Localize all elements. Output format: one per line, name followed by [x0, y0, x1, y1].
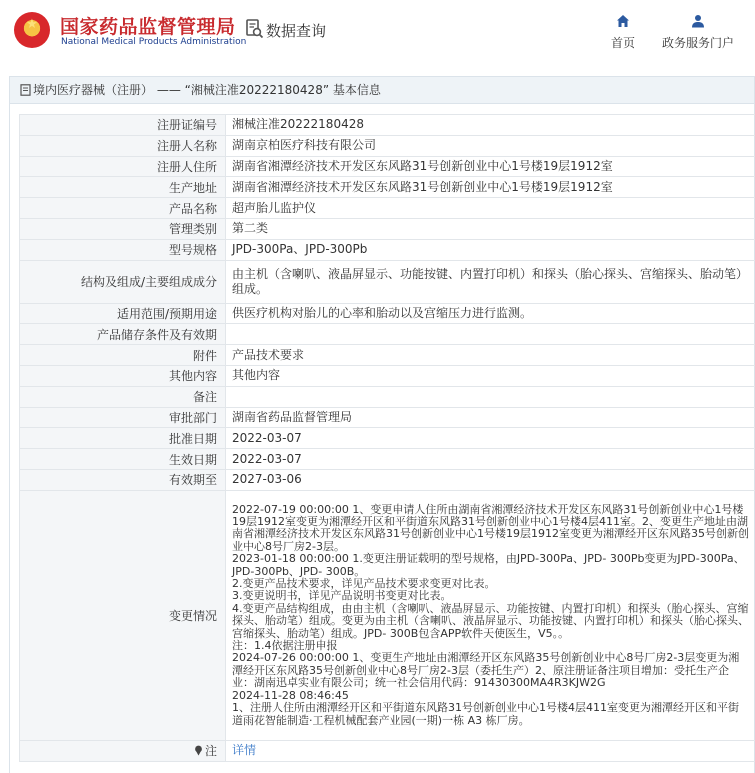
panel-title-text: 境内医疗器械（注册） —— “湘械注准20222180428” 基本信息 — [33, 83, 381, 97]
field-label: 结构及组成/主要组成成分 — [20, 260, 226, 303]
field-value: 2027-03-06 — [226, 469, 755, 490]
home-icon — [616, 14, 630, 28]
note-label-cell — [20, 740, 226, 761]
table-row — [20, 469, 755, 490]
table-row — [20, 407, 755, 428]
field-value: 湖南京柏医疗科技有限公司 — [226, 135, 755, 156]
field-label: 适用范围/预期用途 — [20, 303, 226, 324]
nav-home[interactable] — [605, 14, 641, 51]
field-value: 供医疗机构对胎儿的心率和胎动以及宫缩压力进行监测。 — [226, 303, 755, 324]
field-value: 由主机（含喇叭、液晶屏显示、功能按键、内置打印机）和探头（胎心探头、宫缩探头、胎动笔）组成。 — [226, 260, 755, 303]
table-row — [20, 324, 755, 345]
field-value: 湖南省药品监督管理局 — [226, 407, 755, 428]
field-label: 注册人名称 — [20, 135, 226, 156]
changes-value — [226, 490, 755, 740]
field-value: 2022-03-07 — [226, 428, 755, 449]
table-row — [20, 198, 755, 219]
table-row — [20, 449, 755, 470]
table-row — [20, 345, 755, 366]
detail-link[interactable]: 详情 — [232, 743, 257, 758]
panel-title — [10, 77, 754, 104]
brand-title-cn[interactable]: 国家药品监督管理局 — [60, 16, 236, 38]
field-value: 2022-03-07 — [226, 449, 755, 470]
doc-icon — [20, 84, 31, 96]
field-label: 有效期至 — [20, 469, 226, 490]
nav-services-label: 政务服务门户 — [661, 36, 734, 50]
field-label: 附件 — [20, 345, 226, 366]
field-value — [226, 324, 755, 345]
field-label: 其他内容 — [20, 365, 226, 386]
national-emblem-icon[interactable]: ★ — [14, 12, 50, 48]
table-row — [20, 365, 755, 386]
table-row — [20, 218, 755, 239]
table-row — [20, 428, 755, 449]
field-value: 湘械注准20222180428 — [226, 115, 755, 136]
table-row-changes — [20, 490, 755, 740]
field-value: 超声胎儿监护仪 — [226, 198, 755, 219]
nav-services[interactable] — [660, 14, 736, 51]
pin-icon — [194, 745, 203, 756]
table-row — [20, 177, 755, 198]
search-doc-icon — [246, 19, 264, 39]
table-row — [20, 135, 755, 156]
info-table — [19, 114, 755, 762]
note-value — [226, 740, 755, 761]
field-value: 其他内容 — [226, 365, 755, 386]
field-value: 湖南省湘潭经济技术开发区东风路31号创新创业中心1号楼19层1912室 — [226, 156, 755, 177]
field-label: 型号规格 — [20, 239, 226, 260]
field-label: 审批部门 — [20, 407, 226, 428]
note-label: 注 — [204, 744, 217, 759]
field-value — [226, 386, 755, 407]
field-label: 产品名称 — [20, 198, 226, 219]
field-label: 生效日期 — [20, 449, 226, 470]
field-label: 管理类别 — [20, 218, 226, 239]
field-value: 第二类 — [226, 218, 755, 239]
field-label: 注册证编号 — [20, 115, 226, 136]
field-label: 备注 — [20, 386, 226, 407]
table-row — [20, 239, 755, 260]
table-row — [20, 115, 755, 136]
field-label: 生产地址 — [20, 177, 226, 198]
table-row-note — [20, 740, 755, 761]
field-value: 湖南省湘潭经济技术开发区东风路31号创新创业中心1号楼19层1912室 — [226, 177, 755, 198]
changes-label: 变更情况 — [20, 490, 226, 740]
changes-text: 2022-07-19 00:00:00 1、变更申请人住所由湖南省湘潭经济技术开发区东风路31号创新创业中心1号楼19层1912室变更为湘潭经开区和平街道东风路31号创新创业中心1号楼4层411室。2、变更生产地址由湖南省湘潭经济技术开发区东风路31号创新创业中心1号楼19层1912室变更为湘潭经开区东风路35号创新创业中心8号厂房2-3层。 2023-01-18 00:00:00 1.变更注册证载明的型号规格，由JPD-300Pa、JPD- 300Pb变更为JPD-300Pa、JPD-300Pb、JPD- 300B。 2.变更产品技术要求，详见产品技术要求变更对比表。 3.变更说明书，详见产品说明书变更对比表。 4.变更产品结构组成，由由主机（含喇叭、液晶屏显示、功能按键、内置打印机）和探头（胎心探头、宫缩探头、胎动笔）组成。变更为由主机（含喇叭、液晶屏显示、功能按键、内置打印机）和探头（胎心探头、宫缩探头、胎动笔）组成。JPD- 300B包含APP软件天使医生，V5。。 注：1.4依据注册申报 2024-07-26 00:00:00 1、变更生产地址由湘潭经开区东风路35号创新创业中心8号厂房2-3层变更为湘潭经开区东风路35号创新创业中心8号厂房2-3层（委托生产）2、原注册证备注项目增加：受托生产企业：湖南迅卓实业有限公司；统一社会信用代码：91430300MA4R3KJW2G 2024-11-28 08:46:45 1、注册人住所由湘潭经开区和平街道东风路31号创新创业中心1号楼4层411室变更为湘潭经开区和平街道雨花智能制造·工程机械配套产业园(一期)一栋 A3 栋厂房。 — [232, 502, 749, 727]
user-icon — [691, 14, 705, 28]
table-row — [20, 303, 755, 324]
field-value: 产品技术要求 — [226, 345, 755, 366]
table-row — [20, 156, 755, 177]
table-row — [20, 260, 755, 303]
field-label: 产品储存条件及有效期 — [20, 324, 226, 345]
brand-title-en[interactable]: National Medical Products Administration — [61, 37, 247, 47]
table-row — [20, 386, 755, 407]
field-label: 批准日期 — [20, 428, 226, 449]
search-title: 数据查询 — [266, 22, 327, 40]
detail-panel — [9, 76, 755, 773]
site-header — [0, 0, 755, 64]
nav-home-label: 首页 — [610, 36, 635, 50]
field-label: 注册人住所 — [20, 156, 226, 177]
field-value: JPD-300Pa、JPD-300Pb — [226, 239, 755, 260]
